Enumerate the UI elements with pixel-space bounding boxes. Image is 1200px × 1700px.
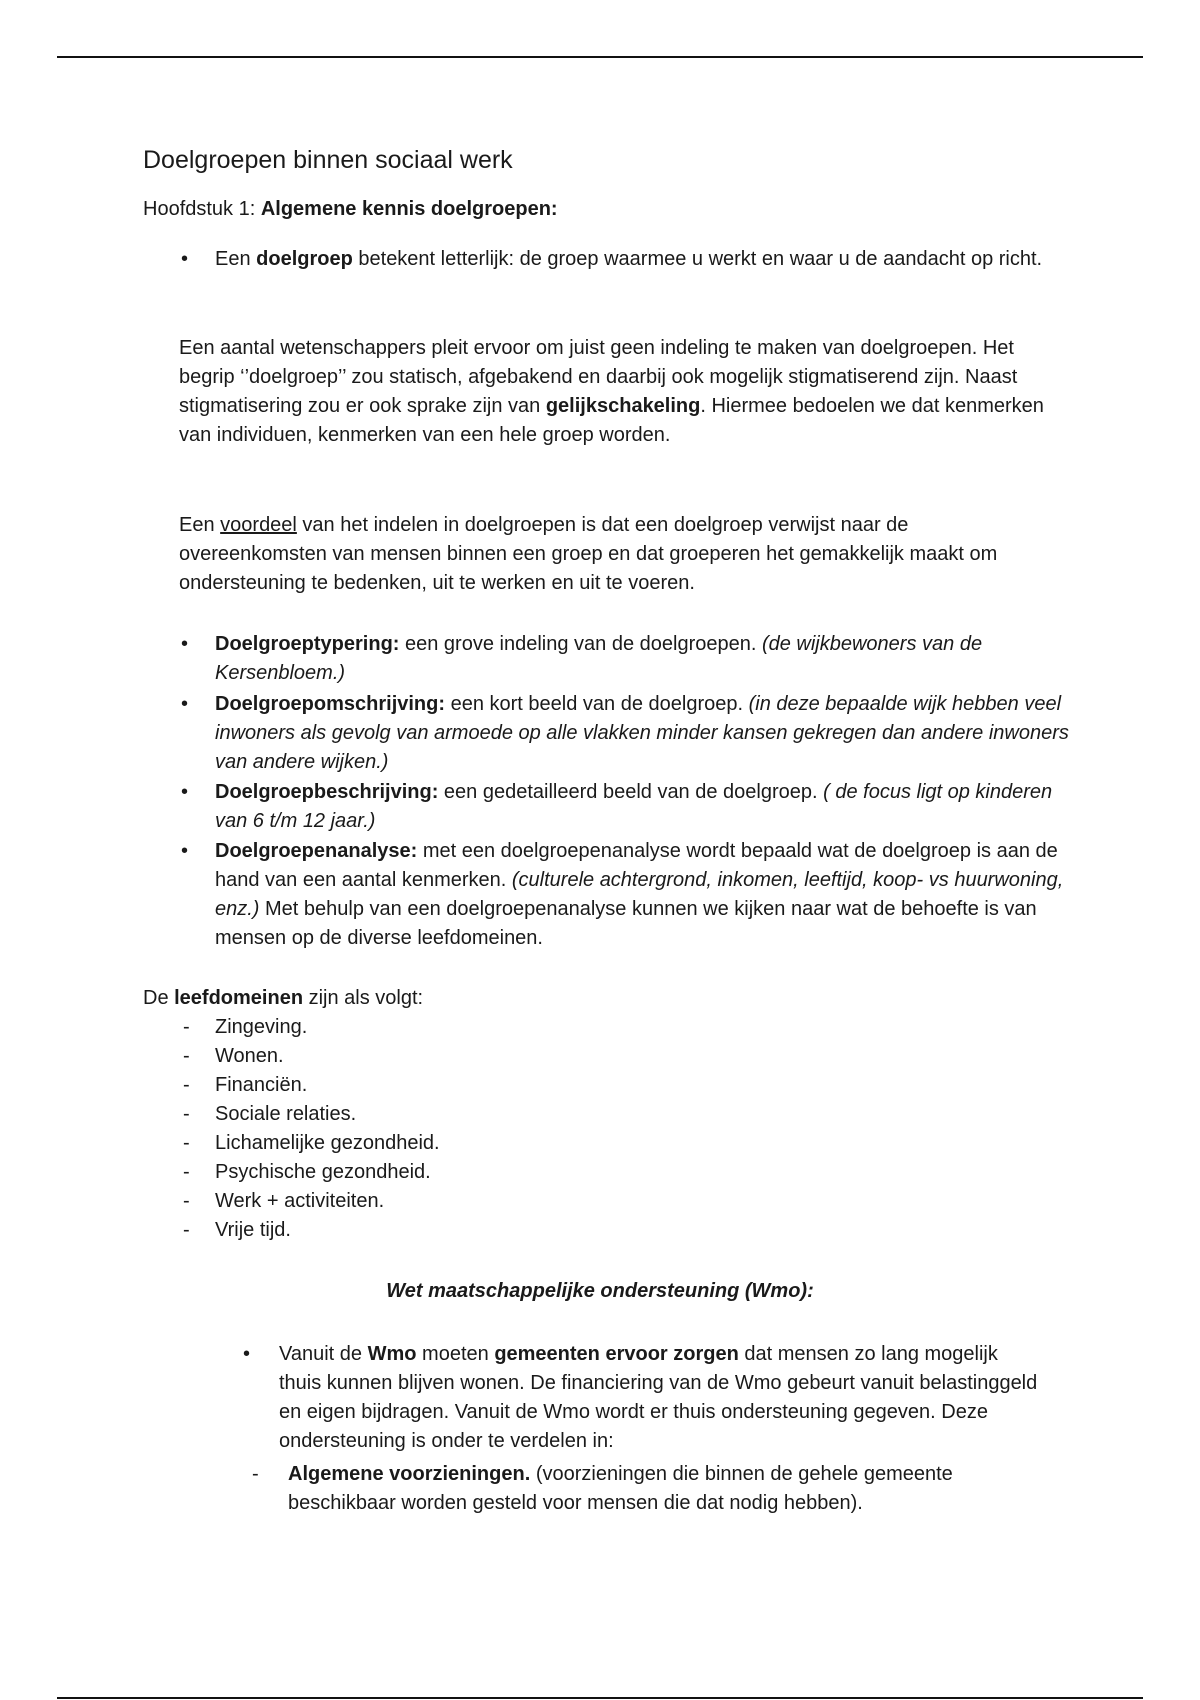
chapter-prefix: Hoofdstuk 1:: [143, 198, 261, 220]
paragraph-voordeel: [179, 511, 1059, 598]
para2-text-post: van het indelen in doelgroepen is dat een doelgroep verwijst naar de overeenkomsten van mensen binnen een groep en dat groeperen het gemakkelijk maakt om ondersteuning te bedenken, uit te werken en uit te voeren.: [179, 514, 998, 594]
chapter-heading: [143, 198, 558, 221]
dash-marker: -: [183, 1219, 190, 1241]
wmo-text-post: dat mensen zo lang mogelijk thuis kunnen blijven wonen. De financiering van de Wmo gebeurt vanuit belastinggeld en eigen bijdragen. Vanuit de Wmo wordt er thuis ondersteuning gegeven. Deze ondersteuning is onder te verdelen in:: [279, 1343, 1038, 1452]
wmo-term-gemeenten: gemeenten ervoor zorgen: [494, 1343, 739, 1365]
wmo-sub-item: [252, 1460, 1048, 1518]
term-text: met een doelgroepenanalyse wordt bepaald wat de doelgroep is aan de hand van een aantal kenmerken.: [215, 840, 1058, 891]
list-item: [179, 1129, 440, 1158]
wmo-sub-term: Algemene voorzieningen.: [288, 1463, 531, 1485]
list-item-text: Financiën.: [215, 1074, 308, 1096]
list-item-text: Wonen.: [215, 1045, 284, 1067]
intro-text-pre: Een: [215, 248, 257, 270]
para2-text-pre: Een: [179, 514, 221, 536]
intro-text-post: betekent letterlijk: de groep waarmee u werkt en waar u de aandacht op richt.: [352, 248, 1043, 270]
dash-marker: -: [183, 1190, 190, 1212]
para2-underlined: voordeel: [220, 514, 297, 536]
dash-marker: -: [183, 1132, 190, 1154]
dash-marker: -: [183, 1161, 190, 1183]
list-item: [179, 1187, 440, 1216]
document-title: Doelgroepen binnen sociaal werk: [143, 146, 513, 174]
wmo-heading-text: Wet maatschappelijke ondersteuning (Wmo):: [386, 1280, 814, 1302]
bullet-marker: •: [181, 781, 189, 803]
term-text: een grove indeling van de doelgroepen.: [399, 633, 762, 655]
wmo-sub-text: (voorzieningen die binnen de gehele gemeente beschikbaar worden gesteld voor mensen die dat nodig hebben).: [288, 1463, 953, 1514]
list-item-text: Vrije tijd.: [215, 1219, 291, 1241]
term-example: (culturele achtergrond, inkomen, leeftijd, koop- vs huurwoning, enz.): [215, 869, 1064, 920]
leefdomeinen-list: [179, 1013, 440, 1245]
intro-term: doelgroep: [256, 248, 353, 270]
list-item-text: Psychische gezondheid.: [215, 1161, 431, 1183]
bullet-marker: •: [243, 1343, 251, 1365]
bullet-marker: •: [181, 693, 189, 715]
term-label: Doelgroepbeschrijving:: [215, 781, 439, 803]
term-label: Doelgroepenanalyse:: [215, 840, 418, 862]
wmo-term: Wmo: [367, 1343, 417, 1365]
list-item-text: Lichamelijke gezondheid.: [215, 1132, 440, 1154]
term-example: ( de focus ligt op kinderen van 6 t/m 12 jaar.): [215, 781, 1053, 832]
para1-text-pre: Een aantal wetenschappers pleit ervoor om juist geen indeling te maken van doelgroepen. Het begrip ‘’doelgroep’’ zou statisch, afgebakend en daarbij ook mogelijk stigmatiserend zijn. Naast stigmatisering zou er ook sprake zijn van: [179, 337, 1018, 417]
list-item-text: Zingeving.: [215, 1016, 308, 1038]
term-item: [181, 837, 1075, 953]
term-text: een kort beeld van de doelgroep.: [445, 693, 749, 715]
wmo-heading: [0, 1280, 1200, 1303]
leefdomeinen-intro: [143, 984, 423, 1013]
para1-term: gelijkschakeling: [545, 395, 701, 417]
intro-bullet: [181, 245, 1075, 274]
term-label: Doelgroepomschrijving:: [215, 693, 446, 715]
wmo-text-pre: Vanuit de: [279, 1343, 368, 1365]
term-item: [181, 778, 1075, 836]
term-example: (de wijkbewoners van de Kersenbloem.): [215, 633, 983, 684]
list-item-text: Werk + activiteiten.: [215, 1190, 385, 1212]
dash-marker: -: [252, 1463, 259, 1485]
footer-rule: [57, 1697, 1143, 1699]
para1-text-post: . Hiermee bedoelen we dat kenmerken van individuen, kenmerken van een hele groep worden.: [179, 395, 1044, 446]
list-item: [179, 1071, 440, 1100]
paragraph-wetenschappers: [179, 334, 1059, 450]
term-item: [181, 630, 1075, 688]
bullet-marker: •: [181, 248, 189, 270]
bullet-marker: •: [181, 633, 189, 655]
list-item: [179, 1100, 440, 1129]
term-text: een gedetailleerd beeld van de doelgroep.: [438, 781, 824, 803]
wmo-text-mid: moeten: [416, 1343, 495, 1365]
term-after: Met behulp van een doelgroepenanalyse kunnen we kijken naar wat de behoefte is van mensen op de diverse leefdomeinen.: [215, 898, 1037, 949]
bullet-marker: •: [181, 840, 189, 862]
list-item: [179, 1216, 440, 1245]
dash-marker: -: [183, 1103, 190, 1125]
chapter-title: Algemene kennis doelgroepen:: [260, 198, 558, 220]
dash-marker: -: [183, 1045, 190, 1067]
dash-marker: -: [183, 1016, 190, 1038]
leef-text-pre: De: [143, 987, 175, 1009]
dash-marker: -: [183, 1074, 190, 1096]
term-label: Doelgroeptypering:: [215, 633, 400, 655]
term-example: (in deze bepaalde wijk hebben veel inwoners als gevolg van armoede op alle vlakken minder kansen gekregen dan andere inwoners van andere wijken.): [215, 693, 1069, 773]
list-item: [179, 1013, 440, 1042]
list-item-text: Sociale relaties.: [215, 1103, 357, 1125]
list-item: [179, 1042, 440, 1071]
leef-text-post: zijn als volgt:: [303, 987, 424, 1009]
wmo-bullet: [243, 1340, 1039, 1456]
list-item: [179, 1158, 440, 1187]
leef-term: leefdomeinen: [174, 987, 304, 1009]
term-item: [181, 690, 1075, 777]
header-rule: [57, 56, 1143, 58]
